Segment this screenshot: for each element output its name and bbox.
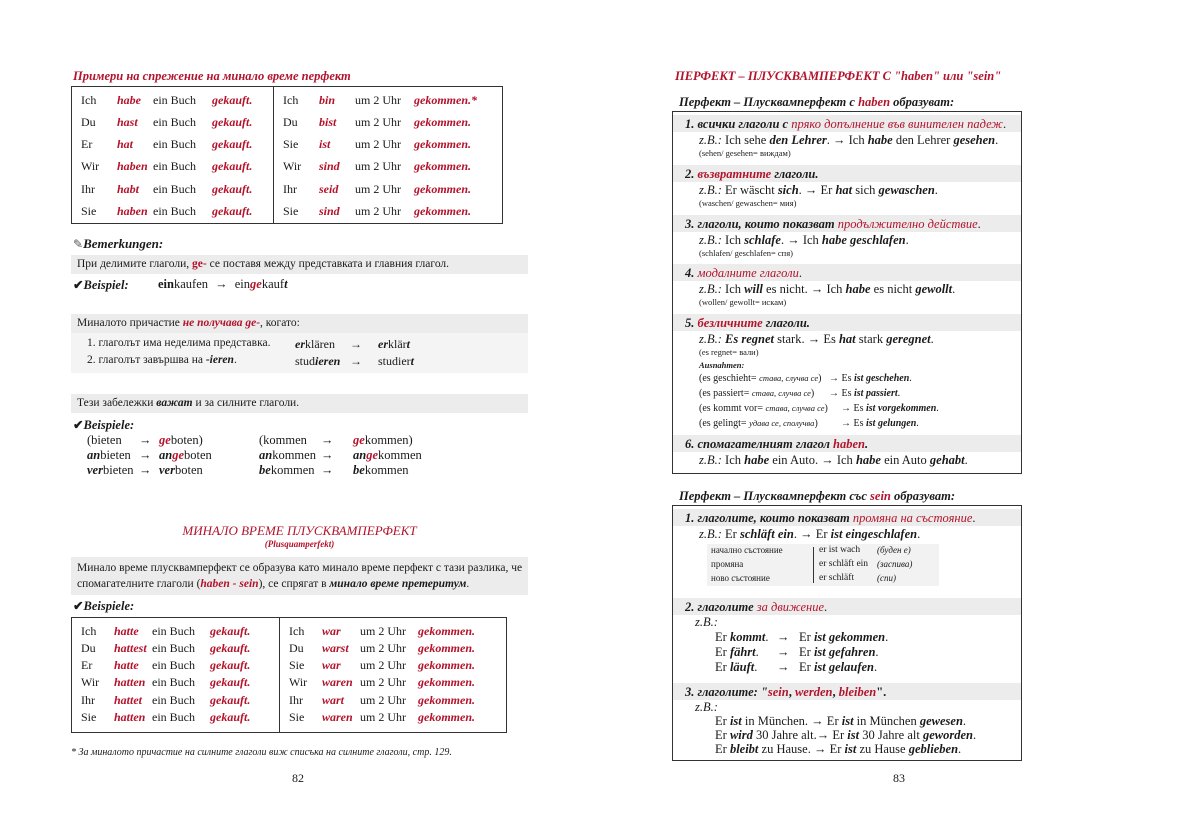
sein-heading: Перфект – Плусквамперфект със sein образуват:: [679, 489, 955, 503]
table-cell: ein Buch: [152, 658, 195, 673]
table-cell: um 2 Uhr: [355, 181, 401, 196]
beispiele-heading: ✔Beispiele:: [73, 418, 135, 432]
table-cell: gekauft.: [210, 692, 251, 707]
perfekt-examples-title: Примери на спрежение на минало време перфект: [73, 69, 351, 83]
table-cell: Wir: [289, 675, 308, 690]
sein-box: [672, 505, 1022, 761]
table-cell: um 2 Uhr: [360, 623, 406, 638]
table-cell: gekommen.: [418, 640, 475, 655]
table-cell: gekauft.: [210, 640, 251, 655]
table-cell: gekommen.*: [414, 92, 477, 107]
table-row: [274, 135, 476, 155]
table-cell: Er: [81, 658, 93, 673]
table-cell: sind: [319, 159, 340, 174]
beispiele-heading-2: ✔Beispiele:: [73, 599, 135, 613]
table-cell: um 2 Uhr: [355, 92, 401, 107]
right-page-title: ПЕРФЕКТ – ПЛУСКВАМПЕРФЕКТ С "haben" или "sein": [675, 69, 1002, 83]
table-cell: hatten: [114, 710, 146, 724]
table-cell: hatten: [114, 675, 146, 690]
table-cell: habe: [117, 92, 141, 107]
haben-item-4: 4. модалните глаголи. z.B.: Ich will es nicht. → Ich habe es nicht gewollt. (wollen/ gewollt= искам): [673, 264, 1021, 310]
table-cell: war: [322, 623, 341, 638]
table-cell: um 2 Uhr: [355, 204, 401, 218]
haben-item-3: 3. глаголи, които показват продължително действие. z.B.: Ich schlafe. → Ich habe geschlafen. (schlafen/ geschlafen= спя): [673, 215, 1021, 261]
haben-item-5: 5. безличните глаголи. z.B.: Es regnet stark. → Es hat stark geregnet. (es regnet= вали) Ausnahmen: (es geschieht= става, случва се) → Es ist geschehen. (es passiert= става, случва се) → Es ist passiert. (es kommt vor= става, случва се) → Es ist vorgekommen. (es gelingt= удава се, сполучва) → Es ist gelungen.: [673, 314, 1021, 432]
pq-explanation: Минало време плусквамперфект се образува като минало време перфект с тази разлика, че спомагателните глаголи (haben - sein), се спрягат в минало време претеритум.: [71, 557, 528, 595]
table-cell: um 2 Uhr: [355, 114, 401, 129]
table-row: [280, 708, 488, 728]
table-cell: um 2 Uhr: [360, 675, 406, 690]
table-cell: gekauft.: [212, 204, 253, 218]
prefix-examples: [87, 433, 487, 481]
table-cell: gekommen.: [414, 204, 471, 218]
table-cell: ein Buch: [153, 181, 196, 196]
table-cell: habt: [117, 181, 140, 196]
note-separable-verbs: При делимите глаголи, ge- се поставя между представката и главния глагол.: [71, 255, 528, 274]
table-row: [72, 202, 274, 222]
table-cell: Ihr: [283, 181, 297, 196]
table-cell: hattet: [114, 692, 143, 707]
table-cell: bist: [319, 114, 337, 129]
beispiel-example: einkaufen → eingekauft: [158, 277, 288, 291]
table-cell: gekommen.: [418, 710, 475, 724]
table-cell: gekommen.: [414, 137, 471, 152]
table-row: [274, 179, 476, 199]
pencil-icon: ✎: [73, 237, 84, 251]
example-row: bekommen → bekommen: [259, 463, 409, 477]
table-cell: ist: [319, 137, 331, 152]
note-no-ge: Миналото причастие не получава ge-, когато:: [71, 314, 528, 333]
sein-item-2: 2. глаголите за движение. z.B.: Er kommt. → Er ist gekommen. Er fährt. → Er ist gefahren. Er läuft. → Er ist gelaufen.: [673, 598, 1021, 678]
page-number-right: 83: [893, 771, 905, 785]
haben-box: [672, 111, 1022, 474]
table-row: [72, 157, 274, 177]
example-row: ankommen → angekommen: [259, 448, 422, 462]
table-row: [274, 90, 476, 110]
table-cell: um 2 Uhr: [360, 692, 406, 707]
table-cell: ein Buch: [153, 114, 196, 129]
table-cell: wart: [322, 692, 345, 707]
note-strong-verbs: Тези забележки важат и за силните глаголи.: [71, 394, 528, 413]
table-cell: gekauft.: [212, 159, 253, 174]
page-number-left: 82: [292, 771, 304, 785]
table-cell: waren: [322, 675, 353, 690]
table-cell: hatte: [114, 623, 139, 638]
table-row: [72, 135, 274, 155]
table-cell: warst: [322, 640, 349, 655]
table-cell: hatte: [114, 658, 139, 673]
table-cell: Sie: [81, 204, 97, 218]
table-cell: gekauft.: [210, 710, 251, 724]
table-cell: Du: [289, 640, 304, 655]
table-cell: haben: [117, 159, 148, 174]
checkmark-icon: ✔: [73, 599, 84, 613]
table-cell: gekommen.: [418, 675, 475, 690]
table-cell: haben: [117, 204, 148, 218]
table-cell: Wir: [81, 159, 100, 174]
table-cell: Ihr: [81, 692, 95, 707]
table-cell: ein Buch: [152, 640, 195, 655]
table-cell: Sie: [81, 710, 97, 724]
example-row: anbieten → angeboten: [87, 448, 212, 462]
table-cell: Du: [81, 114, 96, 129]
conditions-box: 1. глаголът има неделима представка. erklären → erklärt 2. глаголът завършва на -ieren. studieren → studiert: [71, 333, 528, 373]
table-cell: gekommen.: [414, 114, 471, 129]
plusquamperfekt-title: МИНАЛО ВРЕМЕ ПЛУСКВАМПЕРФЕКТ: [182, 523, 417, 538]
table-cell: um 2 Uhr: [355, 159, 401, 174]
example-row: verbieten → verboten: [87, 463, 203, 477]
table-cell: Sie: [289, 658, 305, 673]
haben-item-6: 6. спомагателният глагол haben. z.B.: Ich habe ein Auto. → Ich habe ein Auto gehabt.: [673, 435, 1021, 471]
haben-item-2: 2. възвратните глаголи. z.B.: Er wäscht sich. → Er hat sich gewaschen. (waschen/ gewaschen= мия): [673, 165, 1021, 211]
plusquamperfekt-conjugation-table: [71, 617, 507, 733]
table-row: [274, 157, 476, 177]
checkmark-icon: ✔: [73, 418, 84, 432]
example-row: (bieten → geboten): [87, 433, 203, 447]
table-cell: Wir: [283, 159, 302, 174]
table-cell: ein Buch: [152, 623, 195, 638]
perfekt-conjugation-table: [71, 86, 503, 224]
footnote: * За миналото причастие на силните глаголи виж списъка на силните глаголи, стр. 129.: [71, 747, 452, 758]
table-cell: um 2 Uhr: [360, 658, 406, 673]
haben-item-1: 1. всички глаголи с пряко допълнение във винителен падеж. z.B.: Ich sehe den Lehrer. → Ich habe den Lehrer gesehen. (sehen/ gesehen= виждам): [673, 115, 1021, 161]
table-cell: Sie: [289, 710, 305, 724]
table-cell: hast: [117, 114, 138, 129]
table-cell: Ich: [283, 92, 299, 107]
table-cell: war: [322, 658, 341, 673]
checkmark-icon: ✔: [73, 278, 84, 292]
table-cell: waren: [322, 710, 353, 724]
table-cell: sind: [319, 204, 340, 218]
table-cell: gekauft.: [212, 181, 253, 196]
table-cell: gekauft.: [212, 114, 253, 129]
table-cell: Ihr: [289, 692, 303, 707]
beispiel-line: ✔Beispiel:: [73, 278, 129, 292]
sein-item-1: 1. глаголите, които показват промяна на състояние. z.B.: Er schläft ein. → Er ist eingeschlafen. начално състояние er ist wach (буден е) промяна er schläft ein (заспива) ново състояние er schläft (спи): [673, 509, 1021, 593]
sein-item-3: 3. глаголите: "sein, werden, bleiben". z.B.: Er ist in München. → Er ist in München gewesen. Er wird 30 Jahre alt.→ Er ist 30 Jahre alt geworden. Er bleibt zu Hause. → Er ist zu Hause geblieben.: [673, 683, 1021, 759]
exception-row: (es kommt vor= става, случва се): [699, 403, 828, 414]
table-cell: um 2 Uhr: [360, 640, 406, 655]
table-row: [274, 202, 476, 222]
exception-row: (es passiert= става, случва се): [699, 388, 815, 399]
table-cell: um 2 Uhr: [355, 137, 401, 152]
table-cell: Ich: [81, 92, 97, 107]
table-row: [72, 708, 280, 728]
table-cell: bin: [319, 92, 336, 107]
table-cell: ein Buch: [153, 204, 196, 218]
plusquamperfekt-subtitle: (Plusquamperfekt): [264, 539, 335, 549]
table-cell: Du: [283, 114, 298, 129]
table-cell: Sie: [283, 204, 299, 218]
table-cell: gekauft.: [210, 623, 251, 638]
table-cell: Du: [81, 640, 96, 655]
table-cell: gekauft.: [210, 675, 251, 690]
table-cell: Wir: [81, 675, 100, 690]
table-cell: ein Buch: [152, 692, 195, 707]
table-cell: ein Buch: [152, 710, 195, 724]
table-row: [274, 112, 476, 132]
table-cell: ein Buch: [153, 137, 196, 152]
table-cell: ein Buch: [153, 159, 196, 174]
table-cell: Er: [81, 137, 93, 152]
table-cell: um 2 Uhr: [360, 710, 406, 724]
table-cell: ein Buch: [153, 92, 196, 107]
exception-row: (es geschieht= става, случва се): [699, 373, 822, 384]
table-cell: gekauft.: [212, 137, 253, 152]
table-cell: Ich: [81, 623, 97, 638]
table-cell: Sie: [283, 137, 299, 152]
table-cell: Ich: [289, 623, 305, 638]
table-cell: gekommen.: [418, 692, 475, 707]
table-row: [72, 179, 274, 199]
example-row: (kommen → gekommen): [259, 433, 413, 447]
state-change-grid: начално състояние er ist wach (буден е) промяна er schläft ein (заспива) ново състояние er schläft (спи): [707, 544, 939, 586]
table-cell: gekommen.: [418, 658, 475, 673]
bemerkungen-heading: ✎Bemerkungen:: [73, 236, 164, 251]
table-cell: gekommen.: [418, 623, 475, 638]
table-cell: gekommen.: [414, 181, 471, 196]
table-cell: hattest: [114, 640, 147, 655]
table-row: [72, 90, 274, 110]
table-cell: gekauft.: [210, 658, 251, 673]
table-row: [72, 112, 274, 132]
table-cell: seid: [319, 181, 339, 196]
table-cell: gekauft.: [212, 92, 253, 107]
table-cell: gekommen.: [414, 159, 471, 174]
table-cell: hat: [117, 137, 134, 152]
haben-heading: Перфект – Плусквамперфект с haben образуват:: [679, 95, 955, 109]
table-cell: Ihr: [81, 181, 95, 196]
table-cell: ein Buch: [152, 675, 195, 690]
exception-row: (es gelingt= удава се, сполучва): [699, 418, 818, 429]
